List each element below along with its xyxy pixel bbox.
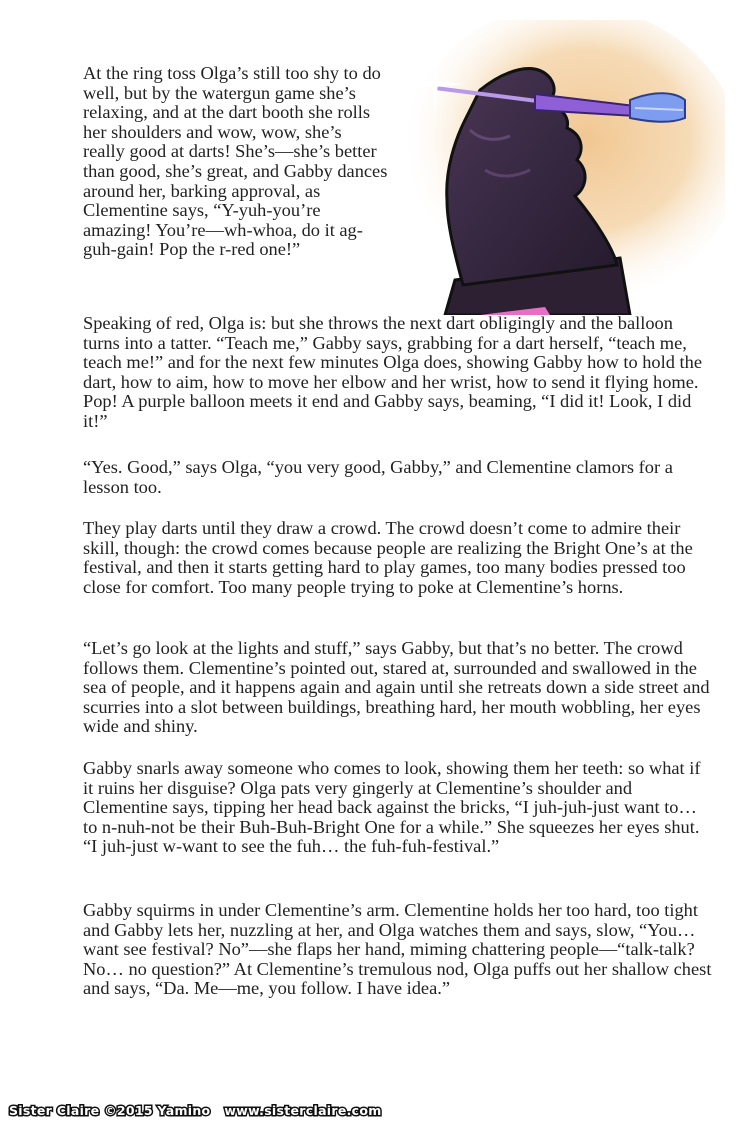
copyright-footer: Sister Claire ©2015 Yamino www.sisterclaire.com (9, 1103, 382, 1118)
story-paragraph-6: Gabby snarls away someone who comes to look, showing them her teeth: so what if it ruins her disguise? Olga pats very gingerly at Clementine’s shoulder and Clementine says, tipping her head back against the bricks, “I juh-juh-just want to… to n-nuh-not be their Buh-Buh-Bright One for a while.” She squeezes her eyes shut. “I juh-just w-want to see the fuh… the fuh-fuh-festival.” (83, 758, 701, 857)
story-paragraph-1: At the ring toss Olga’s still too shy to do well, but by the watergun game she’s relaxing, and at the dart booth she rolls her shoulders and wow, wow, she’s really good at darts! She’s—she’s better than good, she’s great, and Gabby dances around her, barking approval, as Clementine says, “Y-yuh-you’re amazing! You’re—wh-whoa, do it ag-guh-gain! Pop the r-red one!” (83, 63, 388, 260)
gloved-hand-dart-illustration (385, 20, 725, 315)
story-paragraph-5: “Let’s go look at the lights and stuff,” says Gabby, but that’s no better. The crowd follows them. Clementine’s pointed out, stared at, surrounded and swallowed in the sea of people, and it happens again and again until she retreats down a side street and scurries into a slot between buildings, breathing hard, her mouth wobbling, her eyes wide and shiny. (83, 638, 710, 737)
story-paragraph-2: Speaking of red, Olga is: but she throws the next dart obligingly and the balloon turns into a tatter. “Teach me,” Gabby says, grabbing for a dart herself, “teach me, teach me!” and for the next few minutes Olga does, showing Gabby how to hold the dart, how to aim, how to move her elbow and her wrist, how to send it flying home. Pop! A purple balloon meets it end and Gabby says, beaming, “I did it! Look, I did it!” (83, 313, 702, 431)
illustration-dart-hand (385, 20, 725, 315)
story-paragraph-7: Gabby squirms in under Clementine’s arm. Clementine holds her too hard, too tight and Gabby lets her, nuzzling at her, and Olga watches them and says, slow, “You… want see festival? No”—she flaps her hand, miming chattering people—“talk-talk? No… no question?” At Clementine’s tremulous nod, Olga puffs out her shallow chest and says, “Da. Me—me, you follow. I have idea.” (83, 900, 712, 999)
story-paragraph-3: “Yes. Good,” says Olga, “you very good, Gabby,” and Clementine clamors for a lesson too. (83, 457, 673, 497)
story-paragraph-4: They play darts until they draw a crowd. The crowd doesn’t come to admire their skill, though: the crowd comes because people are realizing the Bright One’s at the festival, and then it starts getting hard to play games, too many bodies pressed too close for comfort. Too many people trying to poke at Clementine’s horns. (83, 518, 693, 597)
